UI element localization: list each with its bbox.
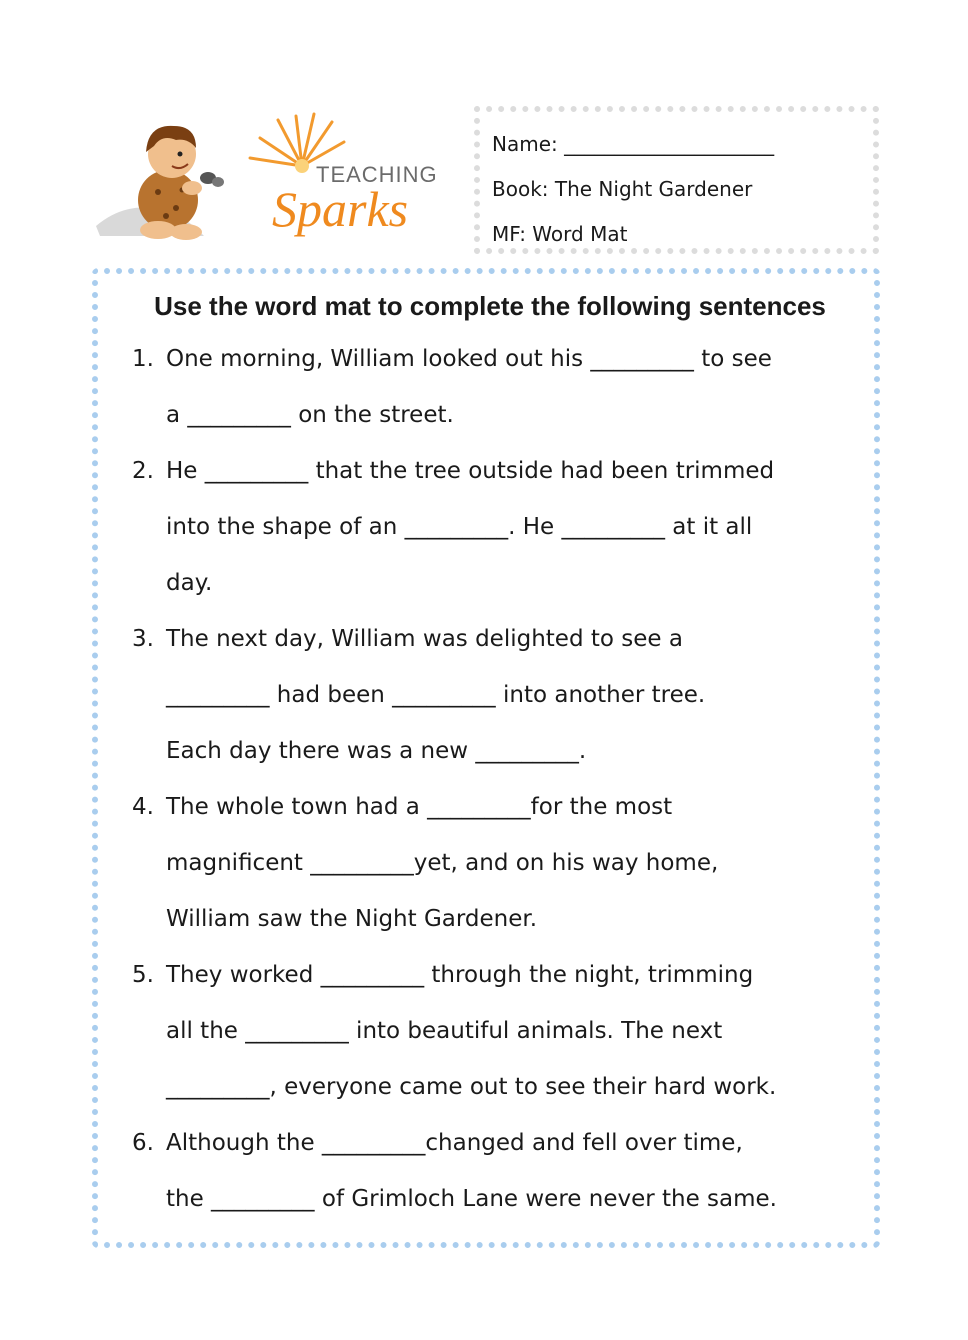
question-line: _________, everyone came out to see their hard work.	[166, 1074, 777, 1100]
book-line: Book: The Night Gardener	[492, 177, 753, 201]
question-line: into the shape of an _________. He _________ at it all	[166, 514, 753, 540]
question-line: the _________ of Grimloch Lane were never the same.	[166, 1186, 777, 1212]
question-line: Although the _________changed and fell over time,	[166, 1130, 743, 1156]
question-6	[132, 1115, 848, 1227]
question-line: a _________ on the street.	[166, 402, 454, 428]
logo-brand-top: TEACHING	[316, 162, 438, 187]
question-3	[132, 611, 848, 779]
question-line: The next day, William was delighted to see a	[166, 626, 683, 652]
teaching-sparks-logo	[92, 108, 462, 258]
question-number: 1.	[132, 346, 154, 372]
question-line: all the _________ into beautiful animals. The next	[166, 1018, 723, 1044]
question-line: He _________ that the tree outside had been trimmed	[166, 458, 775, 484]
question-line: They worked _________ through the night, trimming	[166, 962, 754, 988]
question-line: _________ had been _________ into another tree.	[166, 682, 706, 708]
question-4	[132, 779, 848, 947]
worksheet-panel	[92, 268, 880, 1248]
worksheet-heading: Use the word mat to complete the following sentences	[154, 291, 826, 321]
question-number: 4.	[132, 794, 154, 820]
question-number: 6.	[132, 1130, 154, 1156]
logo-brand-bottom: Sparks	[272, 181, 409, 237]
question-2	[132, 443, 848, 611]
question-line: William saw the Night Gardener.	[166, 906, 538, 932]
question-line: Each day there was a new _________.	[166, 738, 587, 764]
name-line[interactable]: Name: _____________________	[492, 132, 775, 156]
question-1	[132, 331, 848, 443]
caveman-logo-icon	[92, 108, 462, 258]
student-info-box	[474, 106, 879, 254]
question-number: 2.	[132, 458, 154, 484]
question-list	[132, 331, 848, 1227]
question-line: The whole town had a _________for the most	[166, 794, 673, 820]
question-line: magnificent _________yet, and on his way home,	[166, 850, 719, 876]
question-number: 3.	[132, 626, 154, 652]
question-line: One morning, William looked out his _________ to see	[166, 346, 772, 372]
question-number: 5.	[132, 962, 154, 988]
question-line: day.	[166, 570, 213, 596]
question-5	[132, 947, 848, 1115]
mf-line: MF: Word Mat	[492, 222, 628, 246]
